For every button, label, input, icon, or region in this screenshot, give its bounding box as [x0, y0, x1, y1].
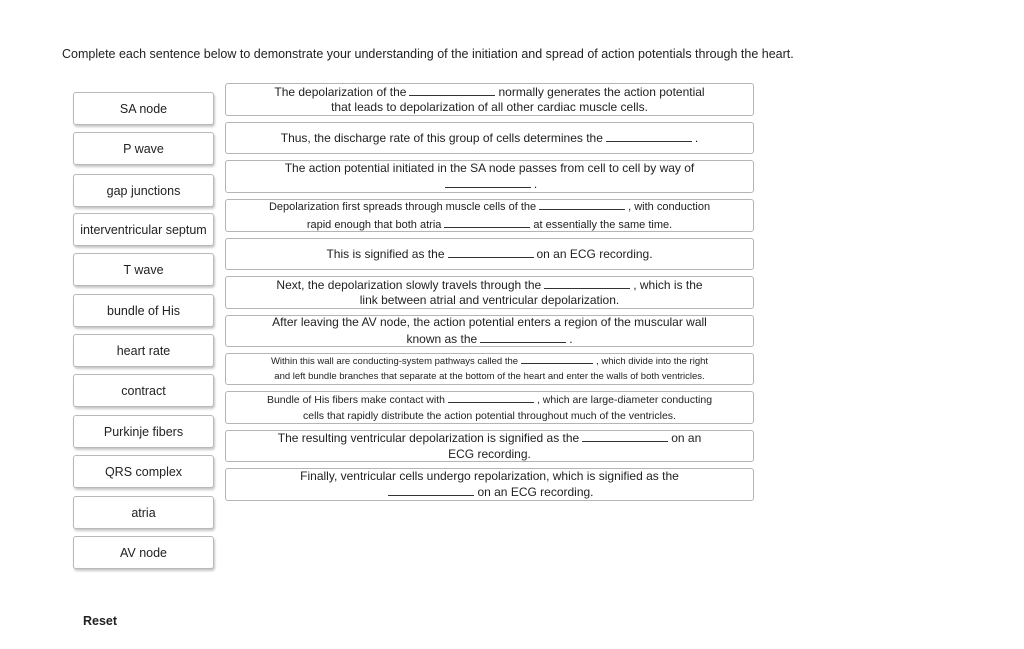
drop-target-blank[interactable] [582, 430, 668, 442]
word-chip-heart-rate[interactable]: heart rate [73, 334, 214, 367]
word-chip-t-wave[interactable]: T wave [73, 253, 214, 286]
sentence-text: The resulting ventricular depolarization is signified as the [277, 431, 580, 445]
sentence-box [225, 276, 754, 309]
sentence-box [225, 83, 754, 116]
drop-target-blank[interactable] [409, 84, 495, 96]
sentence-text: , with conduction [628, 201, 711, 213]
sentence-box [225, 160, 754, 193]
sentence-text: cells that rapidly distribute the action potential throughout much of the ventricles. [303, 409, 676, 422]
sentence-text: . [694, 130, 699, 145]
word-chip-contract[interactable]: contract [73, 374, 214, 407]
sentence-text: and left bundle branches that separate at the bottom of the heart and enter the walls of both ventricles. [274, 371, 705, 382]
word-chip-av-node[interactable]: AV node [73, 536, 214, 569]
sentence-text: , which is the [633, 277, 703, 292]
sentence-text: After leaving the AV node, the action potential enters a region of the muscular wall [272, 315, 707, 329]
drop-target-blank[interactable] [521, 354, 593, 364]
sentence-text: The depolarization of the [274, 84, 407, 99]
sentence-text: on an [671, 431, 702, 445]
drop-target-blank[interactable] [444, 216, 530, 228]
sentence-box [225, 391, 754, 424]
sentence-text: on an ECG recording. [477, 485, 594, 499]
drop-target-blank[interactable] [480, 331, 566, 343]
sentence-box [225, 199, 754, 232]
sentence-text: Within this wall are conducting-system pathways called the [270, 355, 519, 367]
sentence-text: known as the [406, 331, 478, 346]
sentence-text: on an ECG recording. [536, 246, 653, 261]
sentence-box [225, 122, 754, 154]
sentence-text: . [533, 177, 538, 191]
word-chip-p-wave[interactable]: P wave [73, 132, 214, 165]
drop-target-blank[interactable] [445, 176, 531, 188]
sentence-text: Depolarization first spreads through muscle cells of the [268, 201, 537, 213]
sentence-box [225, 238, 754, 270]
word-chip-sa-node[interactable]: SA node [73, 92, 214, 125]
sentence-text: at essentially the same time. [533, 218, 673, 231]
sentence-box [225, 353, 754, 385]
word-chip-bundle-of-his[interactable]: bundle of His [73, 294, 214, 327]
reset-button[interactable]: Reset [83, 614, 118, 628]
sentence-text: This is signified as the [326, 246, 445, 261]
instructions-text: Complete each sentence below to demonstrate your understanding of the initiation and spread of action potentials through the heart. [62, 47, 794, 61]
word-chip-qrs-complex[interactable]: QRS complex [73, 455, 214, 488]
sentence-text: ECG recording. [448, 446, 531, 461]
sentence-text: link between atrial and ventricular depolarization. [359, 293, 620, 307]
drop-target-blank[interactable] [606, 130, 692, 142]
sentence-box [225, 468, 754, 501]
sentence-text: that leads to depolarization of all other cardiac muscle cells. [331, 100, 648, 114]
word-chip-purkinje-fibers[interactable]: Purkinje fibers [73, 415, 214, 448]
sentence-text: Finally, ventricular cells undergo repolarization, which is signified as the [300, 468, 679, 483]
sentence-text: , which divide into the right [596, 355, 709, 367]
sentence-text: Bundle of His fibers make contact with [266, 394, 445, 406]
word-chip-atria[interactable]: atria [73, 496, 214, 529]
sentence-text: rapid enough that both atria [306, 218, 442, 231]
drop-target-blank[interactable] [448, 391, 534, 403]
drop-target-blank[interactable] [539, 198, 625, 210]
sentence-text: . [569, 331, 573, 346]
sentence-text: , which are large-diameter conducting [536, 394, 713, 406]
sentence-box [225, 315, 754, 347]
sentence-text: Next, the depolarization slowly travels through the [276, 277, 542, 292]
word-chip-gap-junctions[interactable]: gap junctions [73, 174, 214, 207]
word-chip-interventricular-septum[interactable]: interventricular septum [73, 213, 214, 246]
drop-target-blank[interactable] [388, 484, 474, 496]
sentence-text: normally generates the action potential [498, 84, 705, 99]
drop-target-blank[interactable] [448, 246, 534, 258]
sentence-text: Thus, the discharge rate of this group of cells determines the [280, 130, 603, 145]
drop-target-blank[interactable] [544, 277, 630, 289]
sentence-text: The action potential initiated in the SA node passes from cell to cell by way of [284, 160, 695, 175]
sentence-box [225, 430, 754, 462]
